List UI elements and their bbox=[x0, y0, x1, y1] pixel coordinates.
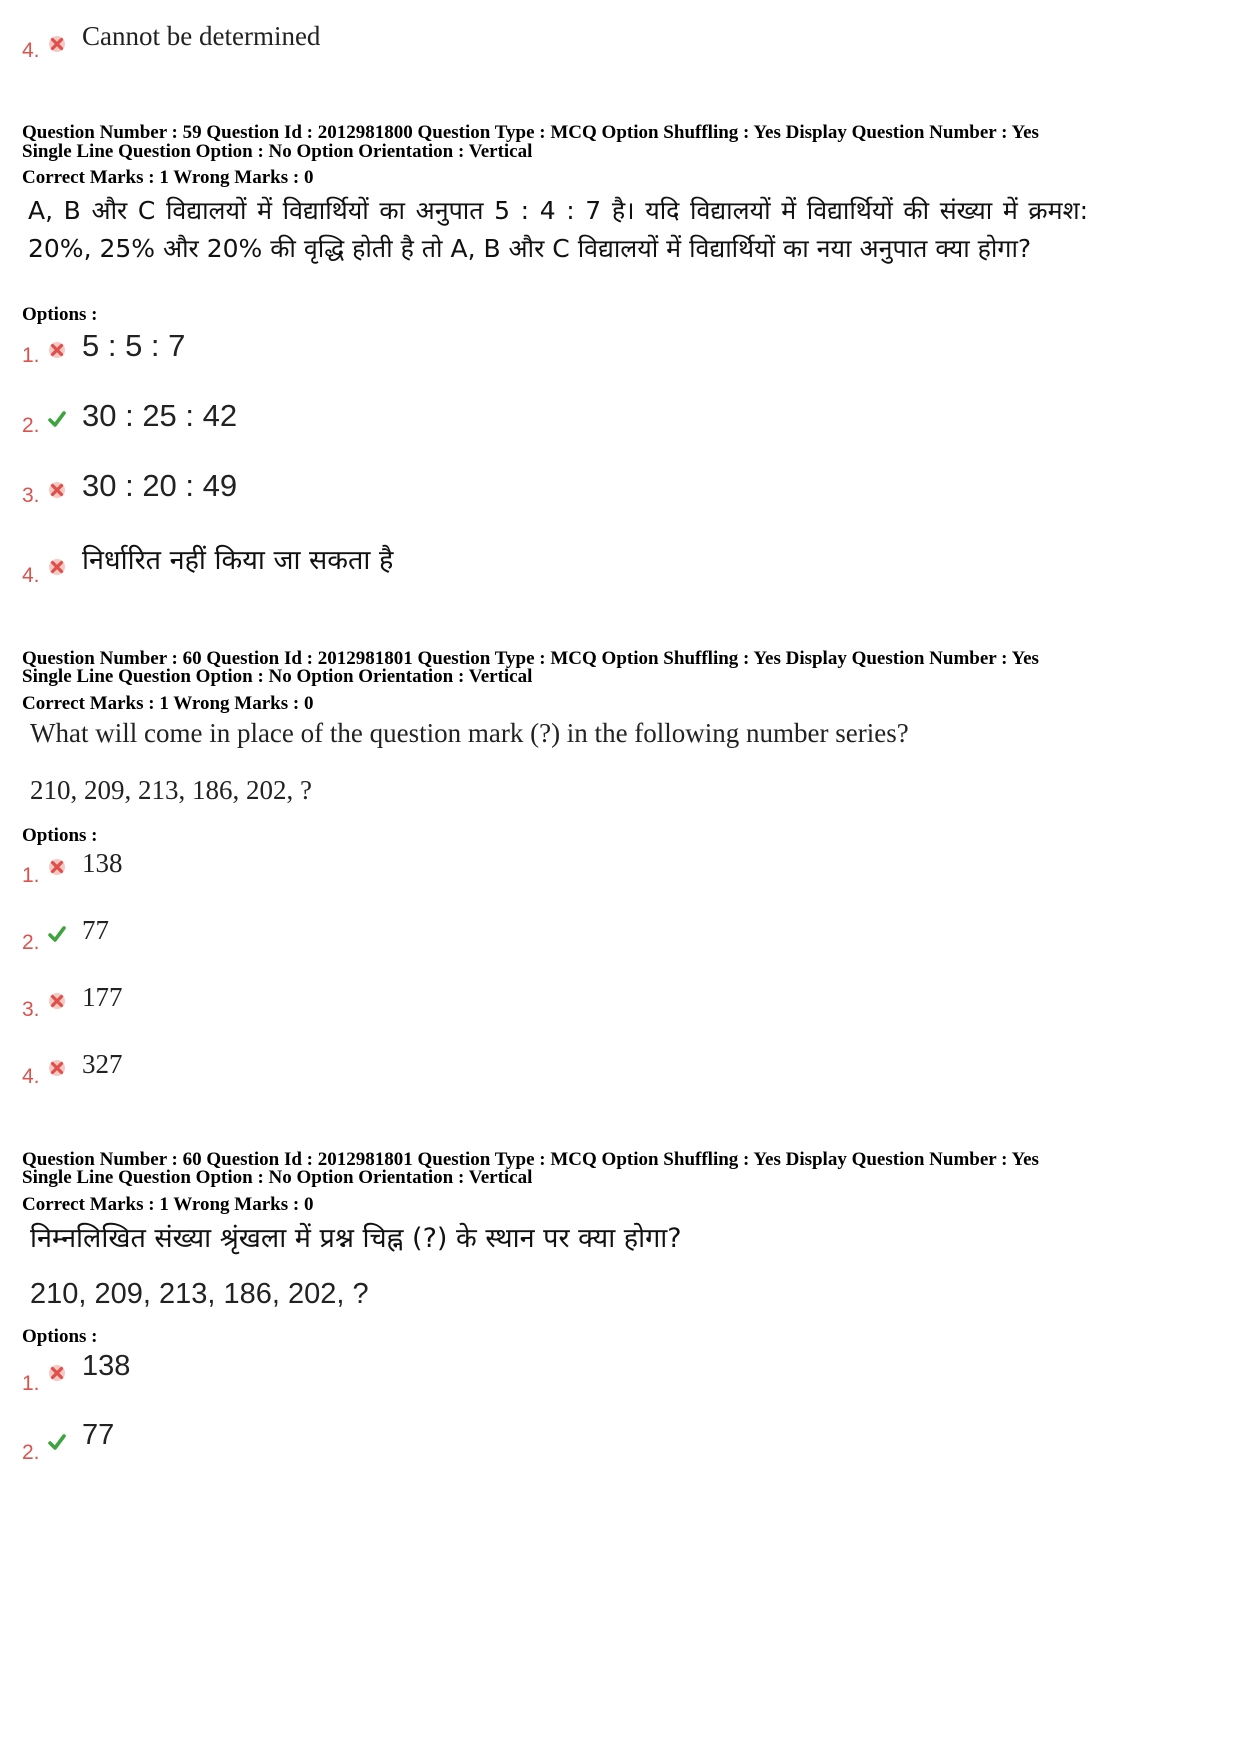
option-number: 1. bbox=[22, 864, 40, 887]
option-text: 327 bbox=[82, 1049, 123, 1079]
cross-mark-icon bbox=[48, 992, 66, 1010]
check-mark-icon bbox=[48, 1433, 66, 1451]
option-number: 4. bbox=[22, 39, 40, 62]
cross-mark-icon bbox=[48, 1364, 66, 1382]
number-series: 210, 209, 213, 186, 202, ? bbox=[30, 775, 312, 805]
cross-mark-icon bbox=[48, 858, 66, 876]
option-text: 177 bbox=[82, 982, 123, 1012]
question-meta-options: Single Line Question Option : No Option Orientation : Vertical bbox=[22, 141, 533, 162]
option-text: 138 bbox=[82, 1350, 131, 1382]
option-number: 2. bbox=[22, 1441, 40, 1464]
option-text: 30 : 20 : 49 bbox=[82, 468, 238, 503]
options-label: Options : bbox=[22, 304, 98, 325]
question-marks: Correct Marks : 1 Wrong Marks : 0 bbox=[22, 1194, 314, 1215]
question-text: निम्नलिखित संख्या श्रृंखला में प्रश्न चिह्न (?) के स्थान पर क्या होगा? bbox=[30, 1223, 682, 1254]
question-marks: Correct Marks : 1 Wrong Marks : 0 bbox=[22, 167, 314, 188]
cross-mark-icon bbox=[48, 558, 66, 576]
option-text: निर्धारित नहीं किया जा सकता है bbox=[82, 545, 394, 576]
option-text: 5 : 5 : 7 bbox=[82, 328, 186, 363]
question-text: A, B और C विद्यालयों में विद्यार्थियों का अनुपात 5 : 4 : 7 है। यदि विद्यालयों में विद्यार्थियों की संख्या में क्रमश: 20%, 25% और 20% की वृद्धि होती है तो A, B और C विद्यालयों में विद्यार्थियों का नया अनुपात क्या होगा? bbox=[28, 196, 1088, 263]
question-meta: Question Number : 60 Question Id : 2012981801 Question Type : MCQ Option Shuffling : Yes Display Question Number : Yes bbox=[22, 1149, 1039, 1170]
question-meta-options: Single Line Question Option : No Option Orientation : Vertical bbox=[22, 666, 533, 687]
option-text: 77 bbox=[82, 915, 109, 945]
option-number: 4. bbox=[22, 1065, 40, 1088]
option-number: 1. bbox=[22, 344, 40, 367]
option-number: 3. bbox=[22, 998, 40, 1021]
option-number: 2. bbox=[22, 414, 40, 437]
cross-mark-icon bbox=[48, 341, 66, 359]
question-meta-options: Single Line Question Option : No Option Orientation : Vertical bbox=[22, 1167, 533, 1188]
question-marks: Correct Marks : 1 Wrong Marks : 0 bbox=[22, 693, 314, 714]
number-series: 210, 209, 213, 186, 202, ? bbox=[30, 1278, 369, 1310]
option-text: 138 bbox=[82, 848, 123, 878]
options-label: Options : bbox=[22, 825, 98, 846]
option-text: 30 : 25 : 42 bbox=[82, 398, 238, 433]
options-label: Options : bbox=[22, 1326, 98, 1347]
cross-mark-icon bbox=[48, 35, 66, 53]
cross-mark-icon bbox=[48, 481, 66, 499]
option-text: Cannot be determined bbox=[82, 21, 321, 51]
check-mark-icon bbox=[48, 925, 66, 943]
option-text: 77 bbox=[82, 1419, 115, 1451]
question-text: What will come in place of the question mark (?) in the following number series? bbox=[30, 718, 909, 748]
option-number: 1. bbox=[22, 1372, 40, 1395]
option-number: 3. bbox=[22, 484, 40, 507]
cross-mark-icon bbox=[48, 1059, 66, 1077]
check-mark-icon bbox=[48, 410, 66, 428]
option-number: 4. bbox=[22, 564, 40, 587]
question-meta: Question Number : 59 Question Id : 2012981800 Question Type : MCQ Option Shuffling : Yes Display Question Number : Yes bbox=[22, 122, 1039, 143]
option-number: 2. bbox=[22, 931, 40, 954]
question-meta: Question Number : 60 Question Id : 2012981801 Question Type : MCQ Option Shuffling : Yes Display Question Number : Yes bbox=[22, 648, 1039, 669]
